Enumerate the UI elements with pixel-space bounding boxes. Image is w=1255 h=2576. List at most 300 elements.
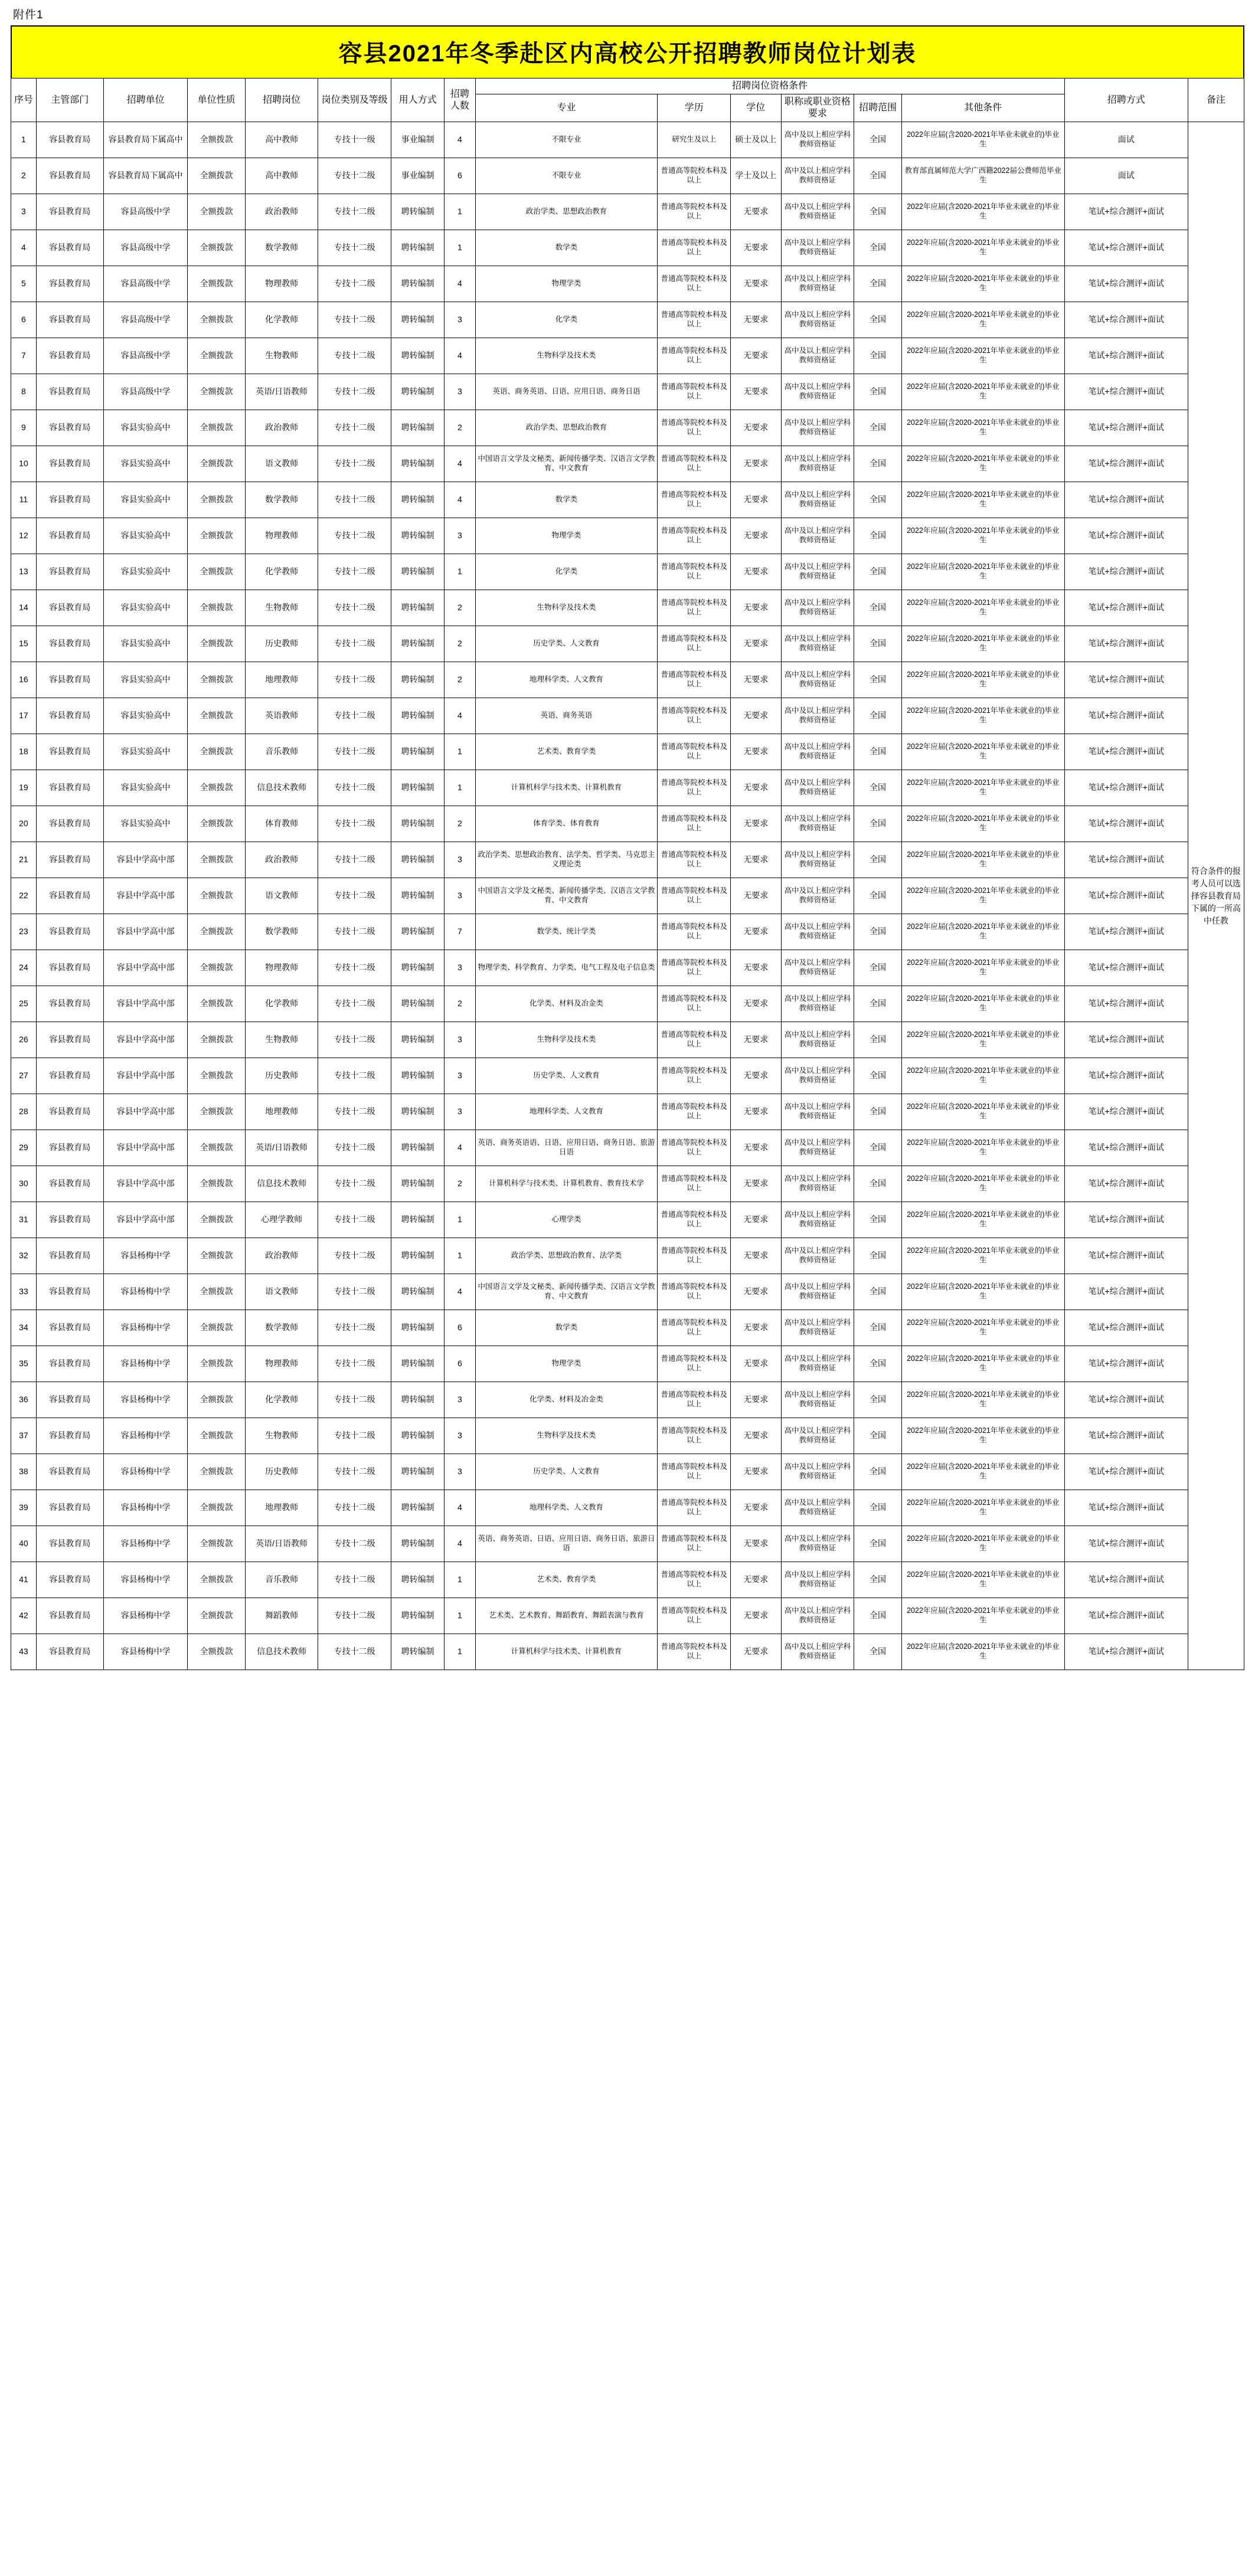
cell-degree: 无要求 <box>731 1454 782 1490</box>
cell-employ-way: 聘转编制 <box>391 770 444 806</box>
cell-degree: 无要求 <box>731 1094 782 1130</box>
cell-cert: 高中及以上相应学科教师资格证 <box>781 338 854 374</box>
cell-major: 计算机科学与技术类、计算机教育 <box>475 770 658 806</box>
cell-cert: 高中及以上相应学科教师资格证 <box>781 1346 854 1382</box>
cell-index: 11 <box>11 482 37 518</box>
cell-dept: 容县教育局 <box>36 1346 103 1382</box>
cell-dept: 容县教育局 <box>36 1238 103 1274</box>
cell-other: 2022年应届(含2020-2021年毕业未就业的)毕业生 <box>901 1310 1064 1346</box>
cell-post: 物理教师 <box>245 266 318 302</box>
cell-post: 政治教师 <box>245 410 318 446</box>
cell-dept: 容县教育局 <box>36 1166 103 1202</box>
cell-post: 数学教师 <box>245 1310 318 1346</box>
cell-major: 英语、商务英语 <box>475 698 658 734</box>
cell-cert: 高中及以上相应学科教师资格证 <box>781 1094 854 1130</box>
cell-post: 历史教师 <box>245 1454 318 1490</box>
table-row <box>11 266 1244 302</box>
cell-nature: 全额拨款 <box>188 1310 245 1346</box>
cell-employ-way: 聘转编制 <box>391 1094 444 1130</box>
cell-count: 1 <box>445 230 475 266</box>
cell-post: 数学教师 <box>245 914 318 950</box>
cell-post-type: 专技十二级 <box>318 554 391 590</box>
cell-cert: 高中及以上相应学科教师资格证 <box>781 1454 854 1490</box>
cell-method: 笔试+综合测评+面试 <box>1064 986 1188 1022</box>
cell-employ-way: 聘转编制 <box>391 1274 444 1310</box>
cell-education: 普通高等院校本科及以上 <box>658 266 731 302</box>
cell-employ-way: 聘转编制 <box>391 950 444 986</box>
cell-dept: 容县教育局 <box>36 1310 103 1346</box>
cell-post-type: 专技十二级 <box>318 374 391 410</box>
cell-post-type: 专技十二级 <box>318 986 391 1022</box>
cell-range: 全国 <box>854 950 902 986</box>
cell-method: 笔试+综合测评+面试 <box>1064 1634 1188 1670</box>
cell-index: 2 <box>11 158 37 194</box>
cell-dept: 容县教育局 <box>36 734 103 770</box>
cell-count: 2 <box>445 626 475 662</box>
cell-degree: 无要求 <box>731 1382 782 1418</box>
cell-method: 笔试+综合测评+面试 <box>1064 1598 1188 1634</box>
cell-post: 生物教师 <box>245 338 318 374</box>
cell-education: 普通高等院校本科及以上 <box>658 986 731 1022</box>
cell-post-type: 专技十二级 <box>318 338 391 374</box>
cell-method: 笔试+综合测评+面试 <box>1064 1310 1188 1346</box>
cell-employ-way: 事业编制 <box>391 122 444 158</box>
cell-employ-way: 聘转编制 <box>391 338 444 374</box>
cell-post-type: 专技十二级 <box>318 1058 391 1094</box>
cell-dept: 容县教育局 <box>36 878 103 914</box>
cell-dept: 容县教育局 <box>36 1382 103 1418</box>
cell-major: 政治学类、思想政治教育、法学类、哲学类、马克思主义理论类 <box>475 842 658 878</box>
cell-method: 笔试+综合测评+面试 <box>1064 878 1188 914</box>
cell-post-type: 专技十二级 <box>318 446 391 482</box>
cell-range: 全国 <box>854 446 902 482</box>
cell-cert: 高中及以上相应学科教师资格证 <box>781 1526 854 1562</box>
cell-major: 政治学类、思想政治教育 <box>475 194 658 230</box>
cell-post-type: 专技十二级 <box>318 806 391 842</box>
cell-index: 14 <box>11 590 37 626</box>
cell-employ-way: 聘转编制 <box>391 734 444 770</box>
cell-unit: 容县高级中学 <box>103 230 188 266</box>
cell-unit: 容县中学高中部 <box>103 842 188 878</box>
cell-cert: 高中及以上相应学科教师资格证 <box>781 554 854 590</box>
th-range: 招聘范围 <box>854 94 902 122</box>
cell-employ-way: 聘转编制 <box>391 698 444 734</box>
cell-other: 2022年应届(含2020-2021年毕业未就业的)毕业生 <box>901 1238 1064 1274</box>
cell-dept: 容县教育局 <box>36 626 103 662</box>
cell-method: 笔试+综合测评+面试 <box>1064 662 1188 698</box>
cell-range: 全国 <box>854 518 902 554</box>
cell-range: 全国 <box>854 194 902 230</box>
cell-cert: 高中及以上相应学科教师资格证 <box>781 302 854 338</box>
cell-degree: 无要求 <box>731 662 782 698</box>
cell-degree: 无要求 <box>731 482 782 518</box>
cell-post-type: 专技十二级 <box>318 518 391 554</box>
cell-count: 3 <box>445 1058 475 1094</box>
cell-cert: 高中及以上相应学科教师资格证 <box>781 770 854 806</box>
cell-cert: 高中及以上相应学科教师资格证 <box>781 1562 854 1598</box>
cell-cert: 高中及以上相应学科教师资格证 <box>781 230 854 266</box>
cell-education: 普通高等院校本科及以上 <box>658 554 731 590</box>
cell-education: 普通高等院校本科及以上 <box>658 662 731 698</box>
cell-other: 2022年应届(含2020-2021年毕业未就业的)毕业生 <box>901 914 1064 950</box>
cell-dept: 容县教育局 <box>36 446 103 482</box>
cell-employ-way: 聘转编制 <box>391 1310 444 1346</box>
th-remark: 备注 <box>1188 78 1244 122</box>
table-row <box>11 986 1244 1022</box>
cell-unit: 容县实验高中 <box>103 446 188 482</box>
cell-post: 化学教师 <box>245 554 318 590</box>
cell-remark: 符合条件的报考人员可以选择容县教育局下属的一所高中任教 <box>1188 122 1244 1670</box>
cell-method: 笔试+综合测评+面试 <box>1064 842 1188 878</box>
cell-other: 2022年应届(含2020-2021年毕业未就业的)毕业生 <box>901 302 1064 338</box>
table-row <box>11 482 1244 518</box>
cell-nature: 全额拨款 <box>188 1130 245 1166</box>
table-row <box>11 1022 1244 1058</box>
cell-post: 化学教师 <box>245 1382 318 1418</box>
cell-major: 物理学类、科学教育、力学类、电气工程及电子信息类 <box>475 950 658 986</box>
cell-count: 3 <box>445 950 475 986</box>
cell-index: 42 <box>11 1598 37 1634</box>
table-row <box>11 122 1244 158</box>
cell-other: 2022年应届(含2020-2021年毕业未就业的)毕业生 <box>901 1490 1064 1526</box>
cell-education: 普通高等院校本科及以上 <box>658 1490 731 1526</box>
cell-post: 高中教师 <box>245 122 318 158</box>
cell-count: 4 <box>445 482 475 518</box>
cell-post-type: 专技十二级 <box>318 1094 391 1130</box>
cell-nature: 全额拨款 <box>188 1526 245 1562</box>
cell-dept: 容县教育局 <box>36 1058 103 1094</box>
cell-employ-way: 聘转编制 <box>391 374 444 410</box>
cell-post-type: 专技十二级 <box>318 1310 391 1346</box>
cell-major: 中国语言文学及文秘类、新闻传播学类、汉语言文学教育、中文教育 <box>475 446 658 482</box>
cell-cert: 高中及以上相应学科教师资格证 <box>781 482 854 518</box>
cell-major: 地理科学类、人文教育 <box>475 662 658 698</box>
cell-employ-way: 聘转编制 <box>391 482 444 518</box>
cell-employ-way: 聘转编制 <box>391 1202 444 1238</box>
cell-range: 全国 <box>854 806 902 842</box>
table-row <box>11 734 1244 770</box>
cell-degree: 无要求 <box>731 230 782 266</box>
cell-employ-way: 事业编制 <box>391 158 444 194</box>
cell-cert: 高中及以上相应学科教师资格证 <box>781 590 854 626</box>
cell-post-type: 专技十二级 <box>318 1490 391 1526</box>
cell-degree: 无要求 <box>731 302 782 338</box>
cell-count: 4 <box>445 1274 475 1310</box>
cell-dept: 容县教育局 <box>36 590 103 626</box>
header-row-1 <box>11 78 1244 94</box>
cell-unit: 容县教育局下属高中 <box>103 122 188 158</box>
cell-index: 21 <box>11 842 37 878</box>
th-degree: 学位 <box>731 94 782 122</box>
cell-other: 2022年应届(含2020-2021年毕业未就业的)毕业生 <box>901 1526 1064 1562</box>
table-row <box>11 1346 1244 1382</box>
cell-other: 2022年应届(含2020-2021年毕业未就业的)毕业生 <box>901 1418 1064 1454</box>
cell-major: 化学类 <box>475 554 658 590</box>
cell-employ-way: 聘转编制 <box>391 1454 444 1490</box>
cell-dept: 容县教育局 <box>36 1454 103 1490</box>
table-row <box>11 770 1244 806</box>
cell-unit: 容县实验高中 <box>103 806 188 842</box>
table-row <box>11 1418 1244 1454</box>
cell-index: 6 <box>11 302 37 338</box>
cell-range: 全国 <box>854 842 902 878</box>
cell-dept: 容县教育局 <box>36 230 103 266</box>
table-row <box>11 1166 1244 1202</box>
cell-method: 笔试+综合测评+面试 <box>1064 734 1188 770</box>
cell-major: 英语、商务英语语、日语、应用日语、商务日语、旅游日语 <box>475 1130 658 1166</box>
cell-degree: 无要求 <box>731 590 782 626</box>
cell-count: 4 <box>445 1490 475 1526</box>
cell-degree: 无要求 <box>731 1130 782 1166</box>
cell-count: 3 <box>445 1022 475 1058</box>
cell-range: 全国 <box>854 1274 902 1310</box>
cell-range: 全国 <box>854 554 902 590</box>
cell-nature: 全额拨款 <box>188 1598 245 1634</box>
cell-nature: 全额拨款 <box>188 122 245 158</box>
cell-range: 全国 <box>854 770 902 806</box>
table-row <box>11 1274 1244 1310</box>
cell-education: 普通高等院校本科及以上 <box>658 698 731 734</box>
cell-employ-way: 聘转编制 <box>391 1490 444 1526</box>
cell-other: 2022年应届(含2020-2021年毕业未就业的)毕业生 <box>901 1562 1064 1598</box>
cell-major: 历史学类、人文教育 <box>475 626 658 662</box>
cell-post-type: 专技十二级 <box>318 1238 391 1274</box>
cell-cert: 高中及以上相应学科教师资格证 <box>781 518 854 554</box>
cell-post: 地理教师 <box>245 662 318 698</box>
cell-method: 笔试+综合测评+面试 <box>1064 1526 1188 1562</box>
cell-education: 普通高等院校本科及以上 <box>658 878 731 914</box>
cell-major: 艺术类、教育学类 <box>475 734 658 770</box>
cell-degree: 无要求 <box>731 1490 782 1526</box>
cell-index: 41 <box>11 1562 37 1598</box>
cell-range: 全国 <box>854 1094 902 1130</box>
cell-range: 全国 <box>854 1202 902 1238</box>
cell-count: 1 <box>445 1634 475 1670</box>
cell-education: 普通高等院校本科及以上 <box>658 626 731 662</box>
cell-cert: 高中及以上相应学科教师资格证 <box>781 734 854 770</box>
cell-cert: 高中及以上相应学科教师资格证 <box>781 1310 854 1346</box>
cell-degree: 无要求 <box>731 698 782 734</box>
table-row <box>11 410 1244 446</box>
cell-count: 2 <box>445 806 475 842</box>
table-row <box>11 1454 1244 1490</box>
cell-count: 3 <box>445 374 475 410</box>
cell-index: 38 <box>11 1454 37 1490</box>
cell-employ-way: 聘转编制 <box>391 302 444 338</box>
cell-other: 2022年应届(含2020-2021年毕业未就业的)毕业生 <box>901 1130 1064 1166</box>
cell-index: 43 <box>11 1634 37 1670</box>
cell-cert: 高中及以上相应学科教师资格证 <box>781 626 854 662</box>
table-row <box>11 302 1244 338</box>
cell-range: 全国 <box>854 302 902 338</box>
cell-education: 普通高等院校本科及以上 <box>658 734 731 770</box>
cell-dept: 容县教育局 <box>36 914 103 950</box>
cell-range: 全国 <box>854 1238 902 1274</box>
cell-post-type: 专技十二级 <box>318 1454 391 1490</box>
cell-unit: 容县杨梅中学 <box>103 1490 188 1526</box>
cell-dept: 容县教育局 <box>36 1418 103 1454</box>
cell-range: 全国 <box>854 230 902 266</box>
th-major: 专业 <box>475 94 658 122</box>
cell-degree: 无要求 <box>731 1022 782 1058</box>
cell-unit: 容县中学高中部 <box>103 914 188 950</box>
cell-unit: 容县杨梅中学 <box>103 1526 188 1562</box>
cell-nature: 全额拨款 <box>188 1166 245 1202</box>
cell-method: 笔试+综合测评+面试 <box>1064 446 1188 482</box>
cell-post: 物理教师 <box>245 1346 318 1382</box>
table-row <box>11 1562 1244 1598</box>
cell-nature: 全额拨款 <box>188 1274 245 1310</box>
cell-dept: 容县教育局 <box>36 338 103 374</box>
cell-post-type: 专技十二级 <box>318 1346 391 1382</box>
cell-index: 27 <box>11 1058 37 1094</box>
cell-education: 普通高等院校本科及以上 <box>658 1094 731 1130</box>
cell-employ-way: 聘转编制 <box>391 1346 444 1382</box>
cell-unit: 容县实验高中 <box>103 410 188 446</box>
cell-nature: 全额拨款 <box>188 1058 245 1094</box>
cell-count: 4 <box>445 1526 475 1562</box>
table-row <box>11 554 1244 590</box>
cell-dept: 容县教育局 <box>36 806 103 842</box>
cell-count: 4 <box>445 338 475 374</box>
cell-post: 政治教师 <box>245 1238 318 1274</box>
cell-method: 笔试+综合测评+面试 <box>1064 1274 1188 1310</box>
cell-education: 普通高等院校本科及以上 <box>658 1166 731 1202</box>
table-row <box>11 1634 1244 1670</box>
cell-range: 全国 <box>854 1418 902 1454</box>
table-row <box>11 806 1244 842</box>
cell-post-type: 专技十二级 <box>318 1130 391 1166</box>
cell-education: 普通高等院校本科及以上 <box>658 1634 731 1670</box>
cell-count: 2 <box>445 986 475 1022</box>
cell-range: 全国 <box>854 1634 902 1670</box>
cell-index: 30 <box>11 1166 37 1202</box>
th-employ-way: 用人方式 <box>391 78 444 122</box>
table-row <box>11 698 1244 734</box>
cell-dept: 容县教育局 <box>36 266 103 302</box>
cell-post-type: 专技十二级 <box>318 194 391 230</box>
cell-employ-way: 聘转编制 <box>391 230 444 266</box>
cell-major: 艺术类、艺术教育、舞蹈教育、舞蹈表演与教育 <box>475 1598 658 1634</box>
cell-cert: 高中及以上相应学科教师资格证 <box>781 266 854 302</box>
cell-unit: 容县高级中学 <box>103 374 188 410</box>
cell-education: 普通高等院校本科及以上 <box>658 338 731 374</box>
cell-count: 1 <box>445 554 475 590</box>
cell-major: 计算机科学与技术类、计算机教育 <box>475 1634 658 1670</box>
cell-index: 16 <box>11 662 37 698</box>
cell-employ-way: 聘转编制 <box>391 1382 444 1418</box>
cell-nature: 全额拨款 <box>188 770 245 806</box>
cell-post: 语文教师 <box>245 446 318 482</box>
cell-method: 笔试+综合测评+面试 <box>1064 1058 1188 1094</box>
cell-unit: 容县实验高中 <box>103 554 188 590</box>
cell-unit: 容县杨梅中学 <box>103 1346 188 1382</box>
cell-index: 36 <box>11 1382 37 1418</box>
cell-dept: 容县教育局 <box>36 1562 103 1598</box>
cell-method: 笔试+综合测评+面试 <box>1064 770 1188 806</box>
cell-count: 3 <box>445 518 475 554</box>
cell-nature: 全额拨款 <box>188 806 245 842</box>
cell-post-type: 专技十二级 <box>318 1202 391 1238</box>
cell-nature: 全额拨款 <box>188 302 245 338</box>
cell-dept: 容县教育局 <box>36 1598 103 1634</box>
cell-education: 普通高等院校本科及以上 <box>658 158 731 194</box>
cell-education: 普通高等院校本科及以上 <box>658 1562 731 1598</box>
cell-cert: 高中及以上相应学科教师资格证 <box>781 1166 854 1202</box>
cell-post-type: 专技十二级 <box>318 1598 391 1634</box>
table-row <box>11 158 1244 194</box>
cell-index: 18 <box>11 734 37 770</box>
cell-index: 26 <box>11 1022 37 1058</box>
cell-major: 生物科学及技术类 <box>475 1418 658 1454</box>
cell-method: 面试 <box>1064 122 1188 158</box>
cell-dept: 容县教育局 <box>36 770 103 806</box>
cell-post-type: 专技十二级 <box>318 770 391 806</box>
cell-dept: 容县教育局 <box>36 410 103 446</box>
cell-unit: 容县杨梅中学 <box>103 1274 188 1310</box>
cell-dept: 容县教育局 <box>36 662 103 698</box>
cell-index: 15 <box>11 626 37 662</box>
cell-range: 全国 <box>854 1058 902 1094</box>
cell-post: 音乐教师 <box>245 734 318 770</box>
cell-post-type: 专技十二级 <box>318 1166 391 1202</box>
cell-dept: 容县教育局 <box>36 1526 103 1562</box>
cell-other: 2022年应届(含2020-2021年毕业未就业的)毕业生 <box>901 374 1064 410</box>
cell-other: 2022年应届(含2020-2021年毕业未就业的)毕业生 <box>901 842 1064 878</box>
cell-other: 2022年应届(含2020-2021年毕业未就业的)毕业生 <box>901 878 1064 914</box>
cell-nature: 全额拨款 <box>188 914 245 950</box>
cell-unit: 容县中学高中部 <box>103 1130 188 1166</box>
cell-count: 3 <box>445 878 475 914</box>
cell-index: 37 <box>11 1418 37 1454</box>
cell-unit: 容县教育局下属高中 <box>103 158 188 194</box>
cell-nature: 全额拨款 <box>188 446 245 482</box>
cell-post: 语文教师 <box>245 878 318 914</box>
cell-cert: 高中及以上相应学科教师资格证 <box>781 878 854 914</box>
cell-nature: 全额拨款 <box>188 1634 245 1670</box>
cell-count: 7 <box>445 914 475 950</box>
cell-range: 全国 <box>854 1166 902 1202</box>
cell-range: 全国 <box>854 410 902 446</box>
cell-count: 3 <box>445 842 475 878</box>
cell-method: 笔试+综合测评+面试 <box>1064 410 1188 446</box>
cell-employ-way: 聘转编制 <box>391 1598 444 1634</box>
th-post: 招聘岗位 <box>245 78 318 122</box>
table-row <box>11 590 1244 626</box>
table-row <box>11 1526 1244 1562</box>
cell-major: 生物科学及技术类 <box>475 1022 658 1058</box>
cell-other: 2022年应届(含2020-2021年毕业未就业的)毕业生 <box>901 1274 1064 1310</box>
cell-range: 全国 <box>854 1382 902 1418</box>
cell-range: 全国 <box>854 1526 902 1562</box>
cell-count: 2 <box>445 410 475 446</box>
cell-dept: 容县教育局 <box>36 1490 103 1526</box>
cell-index: 8 <box>11 374 37 410</box>
cell-post-type: 专技十二级 <box>318 734 391 770</box>
cell-unit: 容县中学高中部 <box>103 986 188 1022</box>
cell-education: 普通高等院校本科及以上 <box>658 1202 731 1238</box>
table-row <box>11 842 1244 878</box>
cell-count: 2 <box>445 1166 475 1202</box>
cell-education: 普通高等院校本科及以上 <box>658 1058 731 1094</box>
cell-method: 笔试+综合测评+面试 <box>1064 230 1188 266</box>
th-post-type: 岗位类别及等级 <box>318 78 391 122</box>
th-conditions-group: 招聘岗位资格条件 <box>475 78 1064 94</box>
cell-index: 23 <box>11 914 37 950</box>
cell-major: 历史学类、人文教育 <box>475 1454 658 1490</box>
cell-other: 2022年应届(含2020-2021年毕业未就业的)毕业生 <box>901 122 1064 158</box>
cell-unit: 容县实验高中 <box>103 590 188 626</box>
